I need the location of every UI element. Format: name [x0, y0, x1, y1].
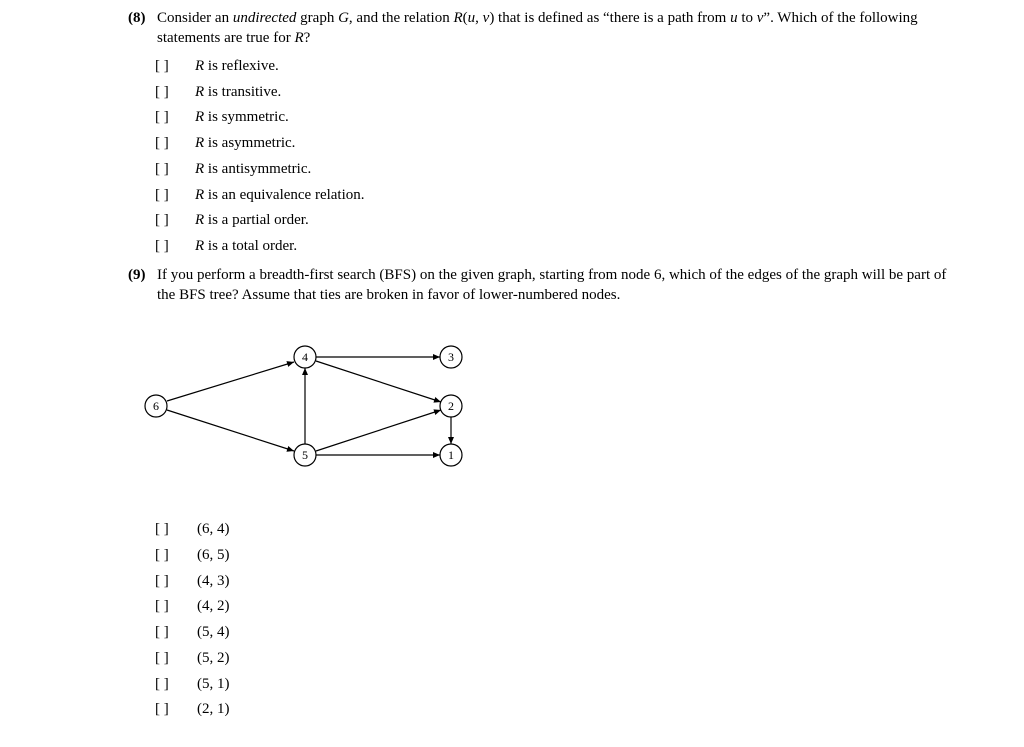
- q8-option[interactable]: [ ] R is reflexive.: [155, 58, 279, 74]
- q9-option[interactable]: [155, 545, 230, 565]
- q9-option[interactable]: [155, 596, 230, 616]
- checkbox[interactable]: [ ]: [155, 598, 169, 614]
- edge-label: (6, 5): [197, 547, 230, 563]
- checkbox[interactable]: [ ]: [155, 573, 169, 589]
- checkbox[interactable]: [ ]: [155, 58, 169, 74]
- node-5: [294, 444, 316, 466]
- edge-label: (4, 2): [197, 598, 230, 614]
- question-9-number: (9): [128, 267, 146, 283]
- edge-6-5: [167, 410, 294, 451]
- svg-text:6: 6: [153, 399, 159, 413]
- q9-option[interactable]: [155, 674, 230, 694]
- checkbox[interactable]: [ ]: [155, 212, 169, 228]
- question-9-text: If you perform a breadth-first search (BFS) on the given graph, starting from node 6, which of the edges of the graph will be part of the BFS tree? Assume that ties are broken in favor of lower-numbered nodes.: [157, 267, 947, 303]
- checkbox[interactable]: [ ]: [155, 701, 169, 717]
- checkbox[interactable]: [ ]: [155, 624, 169, 640]
- edge-label: (2, 1): [197, 701, 230, 717]
- checkbox[interactable]: [ ]: [155, 238, 169, 254]
- question-9: [128, 265, 948, 305]
- bfs-graph: [130, 335, 480, 475]
- checkbox[interactable]: [ ]: [155, 84, 169, 100]
- q8-option[interactable]: [ ] R is transitive.: [155, 84, 282, 100]
- edge-label: (5, 4): [197, 624, 230, 640]
- q8-option[interactable]: [ ] R is antisymmetric.: [155, 161, 312, 177]
- q8-option[interactable]: [ ] R is an equivalence relation.: [155, 187, 365, 203]
- svg-text:4: 4: [302, 350, 308, 364]
- checkbox[interactable]: [ ]: [155, 109, 169, 125]
- edge-6-4: [167, 362, 294, 401]
- svg-text:5: 5: [302, 448, 308, 462]
- q8-option[interactable]: [ ] R is asymmetric.: [155, 135, 296, 151]
- q9-option[interactable]: [155, 622, 230, 642]
- edge-4-2: [316, 361, 441, 402]
- node-6: [145, 395, 167, 417]
- node-1: [440, 444, 462, 466]
- edge-5-2: [316, 410, 441, 451]
- question-8: [128, 8, 948, 48]
- checkbox[interactable]: [ ]: [155, 521, 169, 537]
- q8-option[interactable]: [ ] R is symmetric.: [155, 109, 289, 125]
- q9-option[interactable]: [155, 648, 230, 668]
- svg-text:2: 2: [448, 399, 454, 413]
- checkbox[interactable]: [ ]: [155, 187, 169, 203]
- checkbox[interactable]: [ ]: [155, 547, 169, 563]
- checkbox[interactable]: [ ]: [155, 161, 169, 177]
- q9-option[interactable]: [155, 519, 230, 539]
- question-8-text: Consider an undirected graph G, and the relation R(u, v) that is defined as “there is a path from u to v”. Which of the following statements are true for R?: [157, 10, 918, 46]
- q8-option[interactable]: [ ] R is a total order.: [155, 238, 298, 254]
- edge-label: (5, 1): [197, 676, 230, 692]
- checkbox[interactable]: [ ]: [155, 135, 169, 151]
- node-4: [294, 346, 316, 368]
- checkbox[interactable]: [ ]: [155, 650, 169, 666]
- edge-label: (6, 4): [197, 521, 230, 537]
- q8-option[interactable]: [ ] R is a partial order.: [155, 212, 309, 228]
- node-2: [440, 395, 462, 417]
- edge-label: (5, 2): [197, 650, 230, 666]
- checkbox[interactable]: [ ]: [155, 676, 169, 692]
- question-8-number: (8): [128, 10, 146, 26]
- svg-text:3: 3: [448, 350, 454, 364]
- edge-label: (4, 3): [197, 573, 230, 589]
- q9-option[interactable]: [155, 571, 230, 591]
- svg-text:1: 1: [448, 448, 454, 462]
- node-3: [440, 346, 462, 368]
- q9-option[interactable]: [155, 699, 230, 719]
